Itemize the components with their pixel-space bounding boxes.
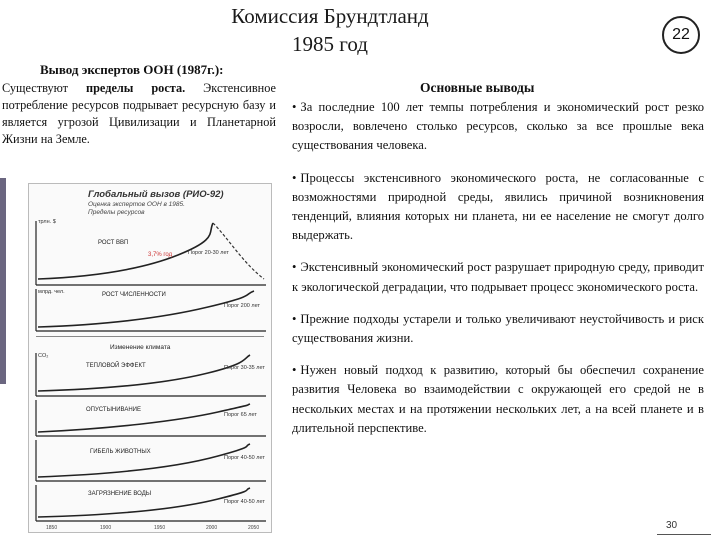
panel4-label: ОПУСТЫНИВАНИЕ <box>86 407 141 413</box>
panel1-threshold: Порог 20-30 лет <box>188 250 229 256</box>
xtick-2: 1900 <box>100 525 112 531</box>
slide-title <box>170 2 490 58</box>
bullet-mark: • <box>292 100 297 114</box>
figure-subtitle-1: Оценка экспертов ООН в 1985. <box>88 201 185 208</box>
conclusions-list <box>292 98 704 451</box>
conclusion-text: Прежние подходы устарели и только увеличивают неустойчивость и риск существования жизни. <box>292 311 704 346</box>
figure-title: Глобальный вызов (РИО-92) <box>88 189 224 200</box>
left-text-rest: Экстенсивное потребление ресурсов подрывает ресурсную базу и является угрозой Цивилизации и Планетарной Жизни на Земле. <box>2 81 276 146</box>
left-text-prefix: Существуют <box>2 81 69 95</box>
left-heading: Вывод экспертов ООН (1987г.): <box>40 62 224 77</box>
conclusion-text: За последние 100 лет темпы потребления и экономический рост резко возросли, вовлечено столько ресурсов, сколько за все прошлые века существования человека. <box>292 100 704 153</box>
xtick-5: 2050 <box>248 525 260 531</box>
conclusion-item <box>292 361 704 438</box>
title-line-1: Комиссия Брундтланд <box>231 4 429 28</box>
conclusion-item <box>292 169 704 246</box>
figure-frame <box>29 184 272 533</box>
title-line-2: 1985 год <box>292 32 368 56</box>
panel3-ylabel: CO₂ <box>38 353 49 359</box>
bullet-mark: • <box>292 260 297 275</box>
climate-divider <box>36 336 264 337</box>
conclusion-item <box>292 310 704 348</box>
figure-subtitle-2: Пределы ресурсов <box>88 209 145 216</box>
conclusion-text: Процессы экстенсивного экономического роста, не согласованные с возможностями природной среды, явились причиной возникновения тенденций, влияния которых ни планета, ни ее население не смогут долго выдержать. <box>292 170 704 243</box>
conclusion-text: Нужен новый подход к развитию, который бы обеспечил сохранение развития Человека во взаимодействии с окружающей его средой не в нескольких местах и на протяжении нескольких лет, а на всей планете и в длительной перспективе. <box>292 363 704 435</box>
conclusion-item <box>292 98 704 156</box>
corner-rule <box>657 534 711 535</box>
panel5-threshold: Порог 40-50 лет <box>224 455 265 461</box>
accent-bar <box>0 178 6 384</box>
right-heading: Основные выводы <box>420 80 535 95</box>
xtick-4: 2000 <box>206 525 218 531</box>
conclusion-item <box>292 258 704 296</box>
bullet-mark: • <box>292 363 297 378</box>
panel5-label: ГИБЕЛЬ ЖИВОТНЫХ <box>90 449 151 455</box>
xtick-1: 1850 <box>46 525 58 531</box>
panel3-threshold: Порог 30-35 лет <box>224 365 265 371</box>
panel3-label: ТЕПЛОВОЙ ЭФФЕКТ <box>86 363 146 369</box>
left-paragraph <box>2 80 276 148</box>
panel1-ylabel: трлн. $ <box>38 219 56 225</box>
slide-number-badge: 22 <box>662 16 700 54</box>
left-text-emphasis: пределы роста. <box>86 81 186 95</box>
bullet-mark: • <box>292 170 297 185</box>
global-challenge-figure <box>28 183 272 533</box>
panel4-threshold: Порог 65 лет <box>224 412 257 418</box>
panel1-label: РОСТ ВВП <box>98 240 129 246</box>
xtick-3: 1950 <box>154 525 166 531</box>
panel1-rate: 3,7% год <box>148 252 173 258</box>
panel6-label: ЗАГРЯЗНЕНИЕ ВОДЫ <box>88 491 152 497</box>
panel2-threshold: Порог 200 лет <box>224 303 260 309</box>
bullet-mark: • <box>292 311 297 326</box>
panel6-threshold: Порог 40-50 лет <box>224 499 265 505</box>
climate-title: Изменение климата <box>110 344 171 351</box>
panel2-label: РОСТ ЧИСЛЕННОСТИ <box>102 292 166 298</box>
panel2-ylabel: млрд. чел. <box>38 289 65 295</box>
conclusion-text: Экстенсивный экономический рост разрушает природную среду, приводит к экологической деградации, что подрывает процесс экономического роста. <box>292 260 704 294</box>
page-number: 30 <box>666 520 678 531</box>
